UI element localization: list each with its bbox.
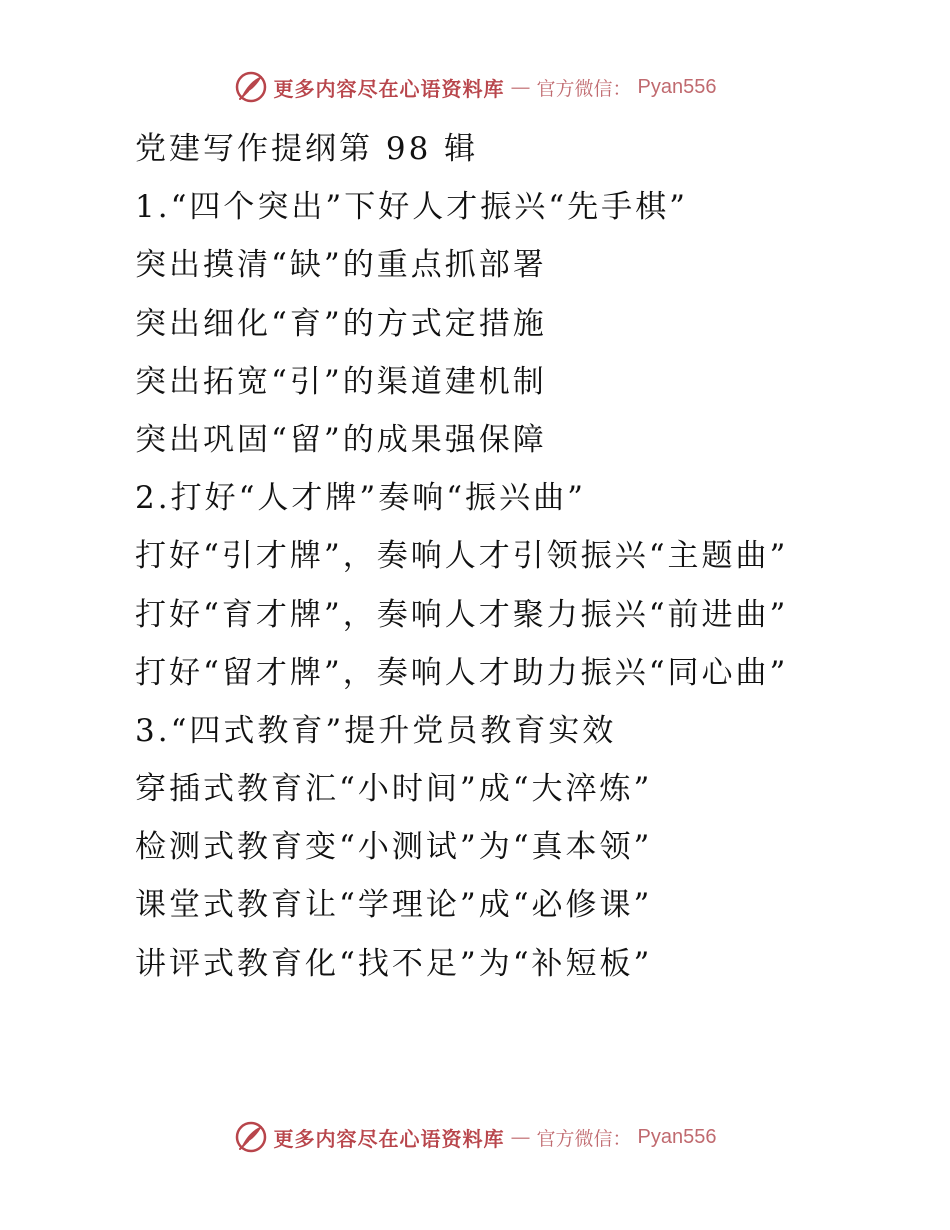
watermark-text: 更多内容尽在心语资料库 bbox=[273, 1126, 505, 1151]
watermark-text: 更多内容尽在心语资料库 bbox=[273, 76, 505, 101]
footer-watermark bbox=[0, 1120, 950, 1154]
section-heading-3: 3.“四式教育”提升党员教育实效 bbox=[135, 712, 617, 749]
watermark-separator: — bbox=[510, 1125, 531, 1149]
quill-feather-logo-icon bbox=[234, 1120, 268, 1154]
outline-item: 检测式教育变“小测试”为“真本领” bbox=[135, 829, 653, 866]
document-body bbox=[135, 120, 935, 993]
outline-item: 打好“引才牌”，奏响人才引领振兴“主题曲” bbox=[135, 538, 789, 575]
watermark-wechat-id: Pyan556 bbox=[637, 1125, 717, 1148]
outline-item: 突出细化“育”的方式定措施 bbox=[135, 305, 547, 342]
outline-item: 讲评式教育化“找不足”为“补短板” bbox=[135, 945, 653, 982]
outline-item: 突出摸清“缺”的重点抓部署 bbox=[135, 247, 547, 284]
watermark-separator: — bbox=[510, 75, 531, 99]
outline-item: 打好“育才牌”，奏响人才聚力振兴“前进曲” bbox=[135, 596, 789, 633]
outline-item: 打好“留才牌”，奏响人才助力振兴“同心曲” bbox=[135, 654, 789, 691]
watermark-wechat-id: Pyan556 bbox=[637, 75, 717, 98]
document-title: 党建写作提纲第 98 辑 bbox=[135, 131, 479, 167]
quill-feather-logo-icon bbox=[234, 70, 268, 104]
outline-item: 突出巩固“留”的成果强保障 bbox=[135, 421, 547, 458]
header-watermark bbox=[0, 70, 950, 104]
watermark-wechat-label: 官方微信： bbox=[536, 77, 632, 100]
watermark-wechat-label: 官方微信： bbox=[536, 1127, 632, 1150]
outline-item: 课堂式教育让“学理论”成“必修课” bbox=[135, 887, 653, 924]
outline-item: 穿插式教育汇“小时间”成“大淬炼” bbox=[135, 771, 653, 808]
outline-item: 突出拓宽“引”的渠道建机制 bbox=[135, 363, 547, 400]
section-heading-1: 1.“四个突出”下好人才振兴“先手棋” bbox=[135, 189, 688, 226]
section-heading-2: 2.打好“人才牌”奏响“振兴曲” bbox=[135, 480, 586, 517]
